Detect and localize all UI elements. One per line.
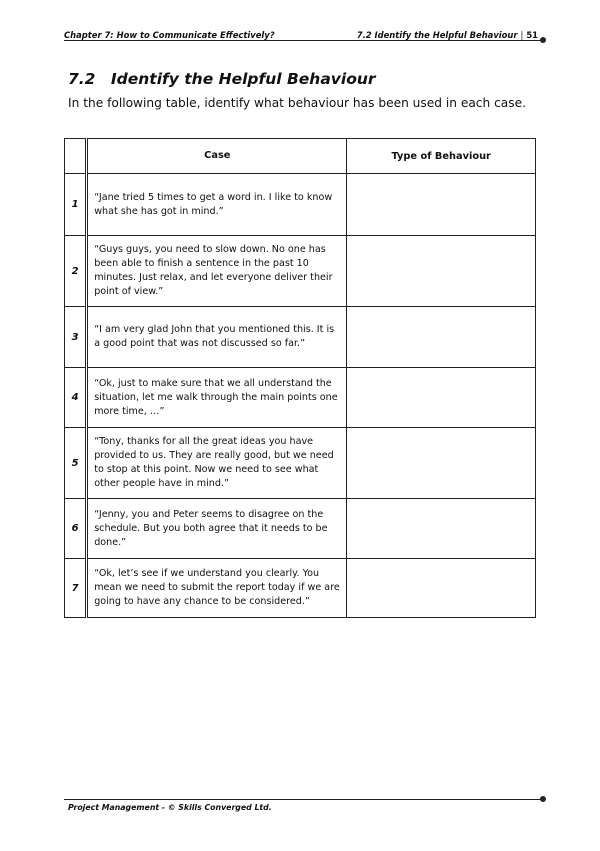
table-row	[65, 499, 536, 559]
table-row	[65, 174, 536, 236]
case-text: “I am very glad John that you mentioned this. It is a good point that was not discussed so far.”	[87, 307, 347, 368]
page-footer: Project Management - © Skills Converged Ltd.	[68, 803, 272, 812]
page-header	[64, 22, 538, 40]
case-text: “Ok, just to make sure that we all understand the situation, let me walk through the main points one more time, …”	[87, 368, 347, 428]
row-number: 2	[65, 236, 87, 307]
section-number: 7.2	[68, 70, 96, 88]
case-text: “Tony, thanks for all the great ideas you have provided to us. They are really good, but we need to stop at this point. Now we need to see what other people have in mind.”	[87, 428, 347, 499]
behaviour-answer-cell[interactable]	[347, 236, 536, 307]
chapter-title: Chapter 7: How to Communicate Effectively?	[64, 30, 275, 40]
column-header-number	[65, 139, 87, 174]
footer-rule	[64, 799, 542, 800]
table-row	[65, 428, 536, 499]
behaviour-answer-cell[interactable]	[347, 368, 536, 428]
intro-text: In the following table, identify what behaviour has been used in each case.	[68, 96, 526, 110]
table-row	[65, 559, 536, 618]
header-rule	[64, 40, 542, 41]
row-number: 3	[65, 307, 87, 368]
case-text: “Jenny, you and Peter seems to disagree on the schedule. But you both agree that it needs to be done.”	[87, 499, 347, 559]
case-text: “Guys guys, you need to slow down. No one has been able to finish a sentence in the past 10 minutes. Just relax, and let everyone deliver their point of view.”	[87, 236, 347, 307]
behaviour-answer-cell[interactable]	[347, 307, 536, 368]
header-right	[357, 30, 538, 40]
table-row	[65, 307, 536, 368]
table-row	[65, 236, 536, 307]
row-number: 4	[65, 368, 87, 428]
row-number: 7	[65, 559, 87, 618]
column-header-case: Case	[87, 139, 347, 174]
section-heading-title: Identify the Helpful Behaviour	[110, 70, 376, 88]
behaviour-answer-cell[interactable]	[347, 174, 536, 236]
behaviour-answer-cell[interactable]	[347, 499, 536, 559]
behaviour-answer-cell[interactable]	[347, 428, 536, 499]
row-number: 1	[65, 174, 87, 236]
table-header-row	[65, 139, 536, 174]
section-title: 7.2 Identify the Helpful Behaviour	[356, 30, 518, 40]
table-row	[65, 368, 536, 428]
behaviour-answer-cell[interactable]	[347, 559, 536, 618]
row-number: 6	[65, 499, 87, 559]
behaviour-table	[64, 138, 536, 618]
case-text: “Jane tried 5 times to get a word in. I like to know what she has got in mind.”	[87, 174, 347, 236]
page-number: 51	[526, 30, 538, 40]
section-heading	[68, 70, 376, 88]
case-text: “Ok, let’s see if we understand you clearly. You mean we need to submit the report today if we are going to have any chance to be considered.”	[87, 559, 347, 618]
column-header-type: Type of Behaviour	[347, 139, 536, 174]
header-separator: |	[520, 30, 524, 40]
row-number: 5	[65, 428, 87, 499]
